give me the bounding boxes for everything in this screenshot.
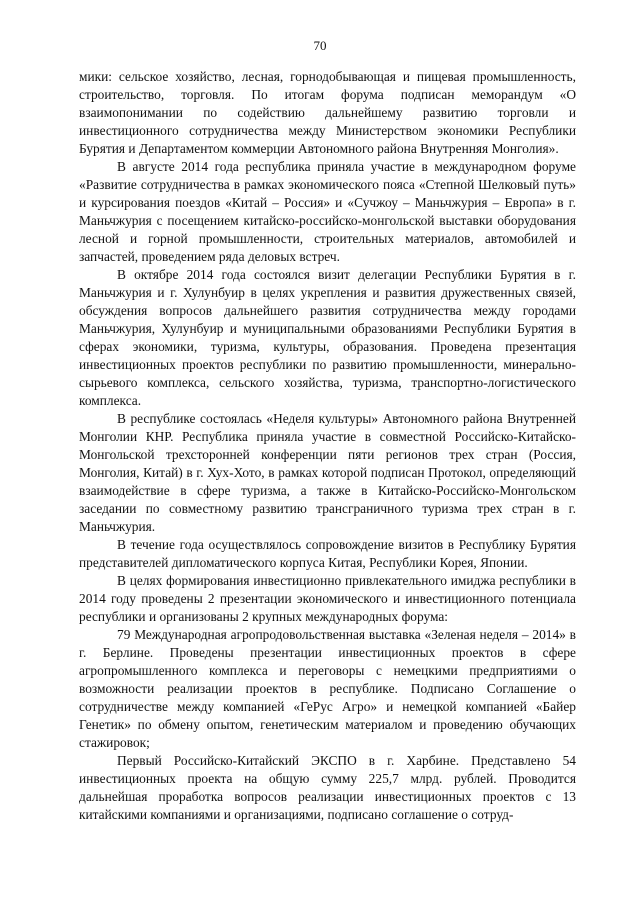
paragraph-harbin-expo: Первый Российско-Китайский ЭКСПО в г. Харбине. Представлено 54 инвестиционных проекта на общую сумму 225,7 млрд. рублей. Проводится дальнейшая проработка вопросов реализации инвестиционных проектов с 13 китайскими компаниями и организациями, подписано соглашение о сотруд-	[79, 753, 576, 822]
paragraph-culture-week: В республике состоялась «Неделя культуры» Автономного района Внутренней Монголии КНР. Республика приняла участие в совместной Российско-Китайско-Монгольской трехсторонней конференции пяти регионов трех стран (Россия, Монголия, Китай) в г. Хух-Хото, в рамках которой подписан Протокол, определяющий взаимодействие в сфере туризма, а также в Китайско-Российско-Монгольском заседании по совместному развитию трансграничного туризма трех стран в г. Маньчжурия.	[79, 411, 576, 534]
paragraph-october-visit: В октябре 2014 года состоялся визит делегации Республики Бурятия в г. Маньчжурия и г. Хулунбуир в целях укрепления и развития дружественных связей, обсуждения вопросов дальнейшего развития сотрудничества между городами Маньчжурия, Хулунбуир и муниципальными образованиями Республики Бурятия в сферах экономики, туризма, культуры, образования. Проведена презентация инвестиционных проектов республики по развитию промышленности, минерально-сырьевого комплекса, сельского хозяйства, туризма, транспортно-логистического комплекса.	[79, 267, 576, 408]
document-body	[79, 68, 576, 824]
page-number: 70	[313, 38, 327, 53]
paragraph-diplomatic-visits: В течение года осуществлялось сопровождение визитов в Республику Бурятия представителей дипломатического корпуса Китая, Республики Корея, Японии.	[79, 537, 576, 570]
paragraph-investment-image: В целях формирования инвестиционно привлекательного имиджа республики в 2014 году проведены 2 презентации экономического и инвестиционного потенциала республики и организованы 2 крупных международных форума:	[79, 573, 576, 624]
paragraph-trade-memorandum: мики: сельское хозяйство, лесная, горнодобывающая и пищевая промышленность, строительство, торговля. По итогам форума подписан меморандум «О взаимопонимании по содействию дальнейшему развитию торговли и инвестиционного сотрудничества между Министерством экономики Республики Бурятия и Департаментом коммерции Автономного района Внутренняя Монголия».	[79, 69, 576, 156]
paragraph-green-week: 79 Международная агропродовольственная выставка «Зеленая неделя – 2014» в г. Берлине. Проведены презентации инвестиционных проектов в сфере агропромышленного комплекса и переговоры с немецкими предприятиями о возможности реализации проектов в республике. Подписано Соглашение о сотрудничестве между компанией «ГеРус Агро» и немецкой компанией «Байер Генетик» по обмену опытом, генетическим материалом и проведению обучающих стажировок;	[79, 627, 576, 750]
paragraph-august-forum: В августе 2014 года республика приняла участие в международном форуме «Развитие сотрудничества в рамках экономического пояса «Степной Шелковый путь» и курсирования поездов «Китай – Россия» и «Сучжоу – Маньчжурия – Европа» в г. Маньчжурия с посещением китайско-российско-монгольской выставки оборудования лесной и горной промышленности, строительных материалов, автомобилей и запчастей, проведением ряда деловых встреч.	[79, 159, 576, 264]
